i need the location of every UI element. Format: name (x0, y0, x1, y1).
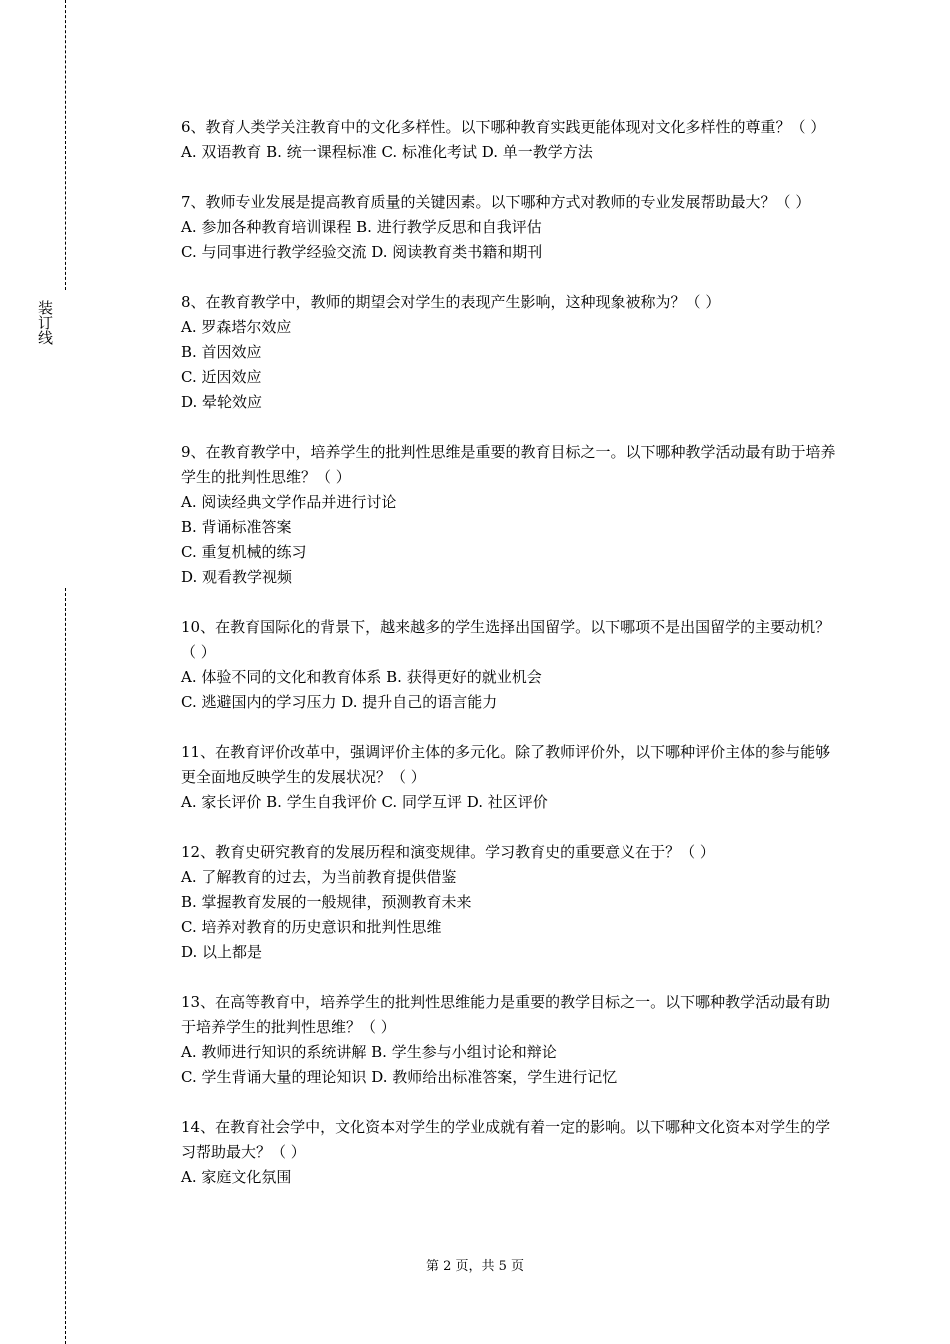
question-stem: 13、在高等教育中，培养学生的批判性思维能力是重要的教学目标之一。以下哪种教学活动最有助于培养学生的批判性思维？（ ） (181, 993, 831, 1036)
question-12 (181, 840, 841, 965)
option-line: C. 学生背诵大量的理论知识 D. 教师给出标准答案，学生进行记忆 (181, 1068, 618, 1086)
question-stem: 7、教师专业发展是提高教育质量的关键因素。以下哪种方式对教师的专业发展帮助最大？（ ） (181, 193, 811, 211)
option-line: D. 晕轮效应 (181, 393, 263, 411)
question-stem: 12、教育史研究教育的发展历程和演变规律。学习教育史的重要意义在于？（ ） (181, 843, 715, 861)
question-list (181, 115, 841, 1215)
binding-label: 装订线 (36, 300, 54, 345)
question-stem: 14、在教育社会学中，文化资本对学生的学业成就有着一定的影响。以下哪种文化资本对学生的学习帮助最大？（ ） (181, 1118, 831, 1161)
option-line: B. 掌握教育发展的一般规律，预测教育未来 (181, 893, 472, 911)
option-line: D. 以上都是 (181, 943, 263, 961)
question-stem: 10、在教育国际化的背景下，越来越多的学生选择出国留学。以下哪项不是出国留学的主要动机？（ ） (181, 618, 831, 661)
option-line: D. 观看教学视频 (181, 568, 293, 586)
question-9 (181, 440, 841, 590)
option-line: C. 近因效应 (181, 368, 262, 386)
option-line: A. 家庭文化氛围 (181, 1168, 292, 1186)
option-line: A. 参加各种教育培训课程 B. 进行教学反思和自我评估 (181, 218, 542, 236)
option-line: A. 罗森塔尔效应 (181, 318, 292, 336)
option-line: A. 阅读经典文学作品并进行讨论 (181, 493, 397, 511)
option-line: C. 逃避国内的学习压力 D. 提升自己的语言能力 (181, 693, 498, 711)
question-7 (181, 190, 841, 265)
question-stem: 8、在教育教学中，教师的期望会对学生的表现产生影响，这种现象被称为？（ ） (181, 293, 721, 311)
question-stem: 9、在教育教学中，培养学生的批判性思维是重要的教育目标之一。以下哪种教学活动最有助于培养学生的批判性思维？（ ） (181, 443, 836, 486)
option-line: C. 与同事进行教学经验交流 D. 阅读教育类书籍和期刊 (181, 243, 543, 261)
question-10 (181, 615, 841, 715)
question-8 (181, 290, 841, 415)
question-6 (181, 115, 841, 165)
option-line: A. 家长评价 B. 学生自我评价 C. 同学互评 D. 社区评价 (181, 793, 548, 811)
binding-dashed-line-bottom (65, 588, 66, 1344)
option-line: B. 首因效应 (181, 343, 262, 361)
question-stem: 11、在教育评价改革中，强调评价主体的多元化。除了教师评价外，以下哪种评价主体的参与能够更全面地反映学生的发展状况？（ ） (181, 743, 831, 786)
binding-dashed-line-top (65, 0, 66, 290)
question-13 (181, 990, 841, 1090)
option-line: A. 了解教育的过去，为当前教育提供借鉴 (181, 868, 457, 886)
option-line: C. 培养对教育的历史意识和批判性思维 (181, 918, 442, 936)
page-number: 第 2 页，共 5 页 (425, 1259, 525, 1274)
question-11 (181, 740, 841, 815)
option-line: C. 重复机械的练习 (181, 543, 307, 561)
option-line: A. 教师进行知识的系统讲解 B. 学生参与小组讨论和辩论 (181, 1043, 557, 1061)
question-stem: 6、教育人类学关注教育中的文化多样性。以下哪种教育实践更能体现对文化多样性的尊重？（ ） (181, 118, 826, 136)
question-14 (181, 1115, 841, 1190)
option-line: B. 背诵标准答案 (181, 518, 292, 536)
option-line: A. 双语教育 B. 统一课程标准 C. 标准化考试 D. 单一教学方法 (181, 143, 593, 161)
option-line: A. 体验不同的文化和教育体系 B. 获得更好的就业机会 (181, 668, 542, 686)
